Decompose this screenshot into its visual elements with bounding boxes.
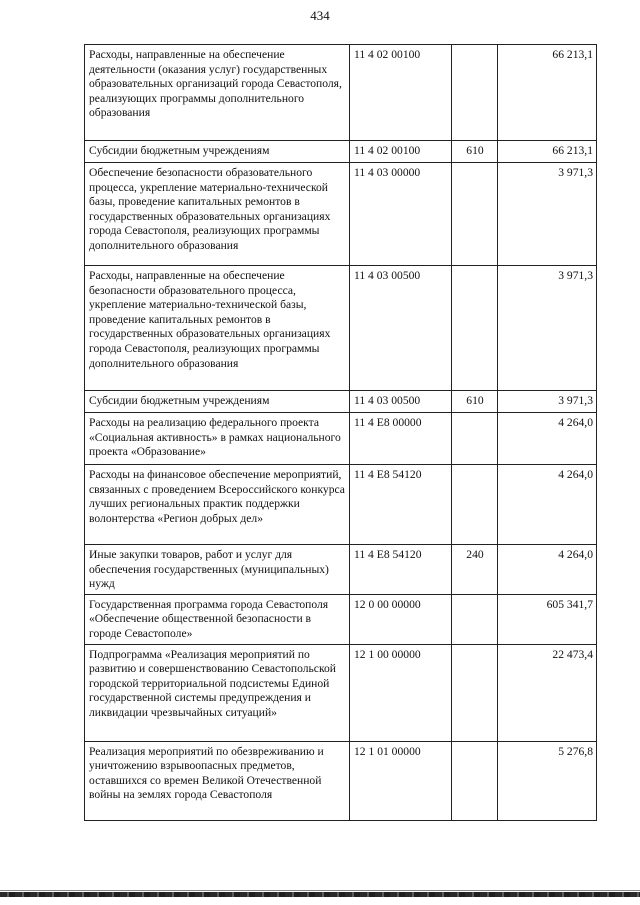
target-article-code: 11 4 03 00500 [350,391,452,413]
expense-type-code: 610 [452,141,498,163]
expense-type-code [452,163,498,266]
target-article-code: 11 4 E8 00000 [350,413,452,465]
expense-name: Подпрограмма «Реализация мероприятий по развитию и совершенствованию Севастопольской городской территориальной подсистемы Единой государственной системы предупреждения и ликвидации чрезвычайных ситуаций» [85,644,350,741]
table-row [85,413,597,465]
target-article-code: 11 4 E8 54120 [350,545,452,595]
amount-value: 66 213,1 [498,45,597,141]
expense-type-code [452,413,498,465]
expense-type-code [452,741,498,820]
amount-value: 3 971,3 [498,391,597,413]
page-number: 434 [310,8,330,23]
amount-value: 66 213,1 [498,141,597,163]
table-row [85,741,597,820]
table-row [85,594,597,644]
scan-edge-artifact [0,892,640,897]
table-row [85,644,597,741]
expense-name: Обеспечение безопасности образовательного процесса, укрепление материально-технической базы, проведение капитальных ремонтов в государственных образовательных организациях города Севастополя, реализующих программы дополнительного образования [85,163,350,266]
target-article-code: 11 4 03 00500 [350,266,452,391]
amount-value: 3 971,3 [498,266,597,391]
expense-name: Расходы на реализацию федерального проекта «Социальная активность» в рамках национального проекта «Образование» [85,413,350,465]
expense-name: Субсидии бюджетным учреждениям [85,391,350,413]
table-row [85,266,597,391]
expense-name: Государственная программа города Севастополя «Обеспечение общественной безопасности в городе Севастополе» [85,594,350,644]
budget-table [84,44,597,821]
target-article-code: 11 4 03 00000 [350,163,452,266]
target-article-code: 12 1 01 00000 [350,741,452,820]
expense-type-code: 240 [452,545,498,595]
amount-value: 605 341,7 [498,594,597,644]
target-article-code: 11 4 02 00100 [350,45,452,141]
scan-edge-line [0,890,640,891]
table-row [85,141,597,163]
target-article-code: 12 1 00 00000 [350,644,452,741]
expense-name: Расходы, направленные на обеспечение деятельности (оказания услуг) государственных образовательных организаций города Севастополя, реализующих программы дополнительного образования [85,45,350,141]
amount-value: 3 971,3 [498,163,597,266]
expense-type-code [452,644,498,741]
amount-value: 4 264,0 [498,465,597,545]
target-article-code: 11 4 E8 54120 [350,465,452,545]
amount-value: 22 473,4 [498,644,597,741]
table-row [85,45,597,141]
expense-name: Расходы на финансовое обеспечение мероприятий, связанных с проведением Всероссийского конкурса лучших региональных практик поддержки волонтерства «Регион добрых дел» [85,465,350,545]
table-row [85,545,597,595]
expense-type-code: 610 [452,391,498,413]
expense-name: Иные закупки товаров, работ и услуг для обеспечения государственных (муниципальных) нужд [85,545,350,595]
expense-type-code [452,594,498,644]
expense-type-code [452,465,498,545]
target-article-code: 11 4 02 00100 [350,141,452,163]
table-row [85,465,597,545]
expense-name: Расходы, направленные на обеспечение безопасности образовательного процесса, укрепление материально-технической базы, проведение капитальных ремонтов в государственных образовательных организациях города Севастополя, реализующих программы дополнительного образования [85,266,350,391]
table-row [85,391,597,413]
expense-name: Субсидии бюджетным учреждениям [85,141,350,163]
amount-value: 5 276,8 [498,741,597,820]
table-row [85,163,597,266]
amount-value: 4 264,0 [498,545,597,595]
expense-name: Реализация мероприятий по обезвреживанию и уничтожению взрывоопасных предметов, оставшихся со времен Великой Отечественной войны на землях города Севастополя [85,741,350,820]
expense-type-code [452,266,498,391]
amount-value: 4 264,0 [498,413,597,465]
expense-type-code [452,45,498,141]
target-article-code: 12 0 00 00000 [350,594,452,644]
